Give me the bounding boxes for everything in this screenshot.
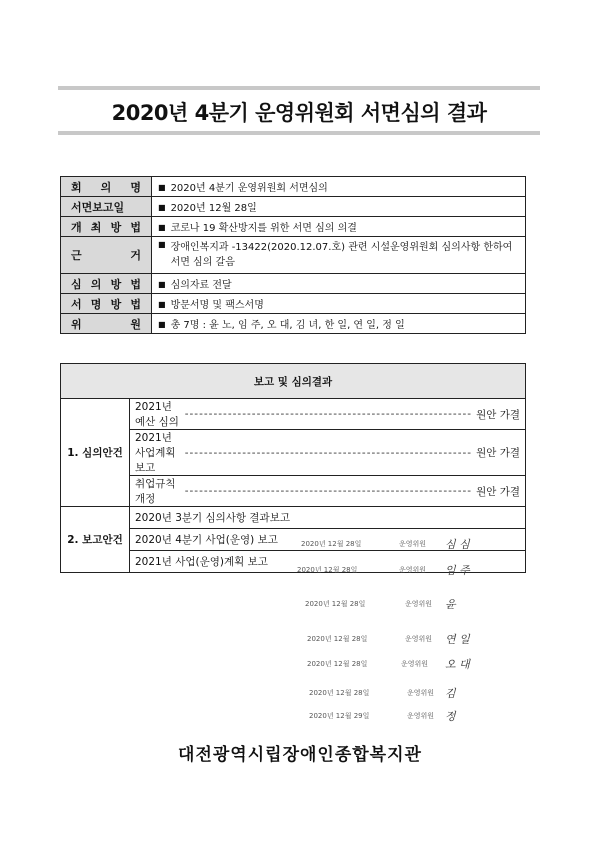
title-block <box>58 86 540 136</box>
signature-title: 운영위원 <box>407 712 435 720</box>
info-value-text: 장애인복지과 -13422(2020.12.07.호) 관련 시설운영위원회 심의사항 한하여 <box>170 242 513 253</box>
signature-date: 2020년 12월 28일 <box>297 566 358 574</box>
signature-row <box>295 565 525 585</box>
item-text: 2021년 사업계획 보고 <box>135 432 176 474</box>
signature-title: 운영위원 <box>399 540 427 548</box>
table-row <box>61 430 526 476</box>
table-row <box>61 399 526 430</box>
info-row <box>61 197 526 217</box>
signature-title: 운영위원 <box>405 600 433 608</box>
info-label: 심 의 방 법 <box>61 274 152 294</box>
info-value-text: 서면 심의 갈음 <box>170 257 235 268</box>
signature-row <box>295 634 525 654</box>
signature-title: 운영위원 <box>401 660 429 668</box>
info-value <box>152 217 526 237</box>
signature-mark: 정 <box>445 710 456 723</box>
table-row <box>61 507 526 529</box>
info-value-text: 2020년 4분기 운영위원회 서면심의 <box>170 183 328 194</box>
info-label: 서면보고일 <box>61 197 152 217</box>
category-label: 2. 보고안건 <box>61 507 130 573</box>
bullet-icon: ■ <box>158 240 166 249</box>
item-result: 원안 가결 <box>476 485 520 498</box>
info-value <box>152 237 526 274</box>
bullet-icon: ■ <box>158 183 166 192</box>
table-row <box>61 476 526 507</box>
info-label: 개 최 방 법 <box>61 217 152 237</box>
report-header: 보고 및 심의결과 <box>61 364 526 399</box>
signature-title: 운영위원 <box>405 635 433 643</box>
info-value-text: 2020년 12월 28일 <box>170 203 257 214</box>
item-text: 취업규칙 개정 <box>135 478 176 505</box>
signature-area <box>295 535 525 735</box>
signature-date: 2020년 12월 28일 <box>307 660 368 668</box>
signature-mark: 임 주 <box>445 564 470 577</box>
report-item: 2020년 3분기 심의사항 결과보고 <box>130 507 526 529</box>
signature-row <box>295 659 525 679</box>
dash-leader: ------------------------------------------------------------ <box>184 446 473 459</box>
info-row <box>61 274 526 294</box>
bullet-icon: ■ <box>158 280 166 289</box>
dash-leader: ------------------------------------------------------------ <box>184 485 473 497</box>
report-item: 2020년 4분기 사업(운영) 보고 <box>130 529 526 551</box>
report-item <box>130 430 526 476</box>
dash-leader: ------------------------------------------------------------ <box>184 408 473 420</box>
organization-name: 대전광역시립장애인종합복지관 <box>178 745 422 765</box>
info-value <box>152 274 526 294</box>
signature-row <box>295 688 525 708</box>
info-value-text: 코로나 19 확산방지를 위한 서면 심의 의결 <box>170 223 357 234</box>
report-item <box>130 399 526 430</box>
bullet-icon: ■ <box>158 320 166 329</box>
bullet-icon: ■ <box>158 203 166 212</box>
bullet-icon: ■ <box>158 223 166 232</box>
title-rule-top <box>58 86 540 90</box>
info-label: 위 원 <box>61 314 152 334</box>
signature-mark: 연 일 <box>445 633 470 646</box>
info-row <box>61 217 526 237</box>
info-row <box>61 177 526 197</box>
info-label: 근 거 <box>61 237 152 274</box>
info-value <box>152 177 526 197</box>
signature-date: 2020년 12월 28일 <box>301 540 362 548</box>
info-value-text: 심의자료 전달 <box>170 280 232 291</box>
info-value <box>152 197 526 217</box>
bullet-icon: ■ <box>158 300 166 309</box>
signature-date: 2020년 12월 28일 <box>309 689 370 697</box>
signature-mark: 오 대 <box>445 658 470 671</box>
info-value <box>152 294 526 314</box>
item-result: 원안 가결 <box>476 408 520 421</box>
signature-mark: 김 <box>445 687 456 700</box>
signature-title: 운영위원 <box>407 689 435 697</box>
info-value <box>152 314 526 334</box>
meeting-info-table <box>60 176 526 334</box>
signature-row <box>295 711 525 731</box>
signature-mark: 윤 <box>445 598 456 611</box>
item-result: 원안 가결 <box>476 447 520 459</box>
title-rule-bottom <box>58 131 540 135</box>
item-text: 2021년 예산 심의 <box>135 401 179 428</box>
document-title: 2020년 4분기 운영위원회 서면심의 결과 <box>111 101 487 125</box>
report-item: 2021년 사업(운영)계획 보고 <box>130 551 526 573</box>
signature-mark: 심 심 <box>445 538 470 551</box>
signature-row <box>295 539 525 559</box>
signature-date: 2020년 12월 29일 <box>309 712 370 720</box>
signature-date: 2020년 12월 28일 <box>305 600 366 608</box>
report-item <box>130 476 526 507</box>
signature-title: 운영위원 <box>399 566 427 574</box>
signature-row <box>295 599 525 619</box>
info-label: 서 명 방 법 <box>61 294 152 314</box>
info-row <box>61 237 526 274</box>
info-row <box>61 294 526 314</box>
signature-date: 2020년 12월 28일 <box>307 635 368 643</box>
category-label: 1. 심의안건 <box>61 399 130 507</box>
info-label: 회 의 명 <box>61 177 152 197</box>
info-value-text: 총 7명 : 윤 노, 임 주, 오 대, 김 녀, 한 일, 연 일, 정 일 <box>170 320 405 331</box>
info-row <box>61 314 526 334</box>
info-value-text: 방문서명 및 팩스서명 <box>170 300 264 311</box>
